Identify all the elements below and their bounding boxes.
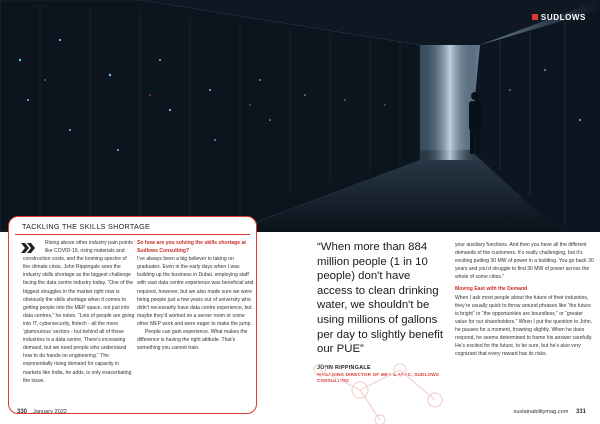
sidebar-box — [8, 216, 257, 414]
body-text: Rising above other industry pain points — [45, 240, 133, 246]
issue-date: January 2022 — [33, 409, 67, 415]
divider — [15, 234, 250, 235]
body-text: I’ve always been a big believer in taking on graduates. Even in the early days when I was building up the business in Dubai, employing staff with vast data centre experience was beneficial and required, however, but we also made sure we were hiring people just a few years out of university who didn’t necessarily have data centre experience, but maybe they’d worked on a server room or some other MEP work and were eager to make the jump. — [137, 256, 254, 327]
footer-right — [513, 409, 586, 415]
sidebar-title: TACKLING THE SKILLS SHORTAGE — [22, 222, 151, 231]
page-number: 330 — [17, 409, 28, 415]
quote-attribution-role: MANAGING DIRECTOR OF MEA & APAC, SUDLOWS CONSULTING — [317, 372, 440, 383]
footer-left — [17, 409, 67, 415]
sidebar-column-1 — [23, 239, 135, 385]
page-number: 331 — [575, 409, 586, 415]
quote-attribution-name: JOHN RIPPINGALE — [317, 365, 371, 371]
interview-question: So how are you solving the skills shortage at Sudlows Consulting? — [137, 240, 246, 255]
body-text: When I ask most people about the future of their industries, they’re usually quick to throw around phrases like “the future is bright” or “the opportunities are boundless,” or “greater value for our shareholders.” When I put the question to John, he pauses for a moment, frowning slightly. When he does respond, he seems determined to frame his answer carefully. He’s excited for the future, to be sure, but he’s also very cognizant that every reward has its risks. — [455, 294, 593, 358]
body-text: like COVID-19, rising materials and — [45, 248, 125, 255]
body-text: People can gain experience. What makes the difference is having the right attitude. That’s something you cannot train. — [137, 329, 248, 352]
brand-logo: SUDLOWS — [532, 13, 586, 22]
network-decoration — [300, 330, 450, 424]
site-url[interactable]: sustainabilitymag.com — [513, 409, 569, 415]
body-text: construction costs, and the looming spectre of the climate crisis, John Rippingale sees the industry skills shortage as the biggest challenge facing the data centre industry today. “One of the biggest struggles in the market right now is obviously the skills shortage when it comes to getting people into the MEP space, not just into data centres,” he notes. “Lots of people are going into IT, cybersecurity, fintech - all the more ‘glamourous’ sectors - but behind all of those industries is a data centre. There’s increasing demand, but we need people who understand how to do hands-on engineering.” The exponentially rising demand for capacity in markets like India, he adds, is only exacerbating the issue. — [23, 256, 135, 384]
body-text: your auxiliary functions. And then you have all the different demands of the customers. It’s really challenging, but it’s exciting putting 30 MW of power in a building. You go back 30 years and you’d struggle to find 30 MW of power across the whole of some cities.” — [455, 242, 594, 281]
article-column-right — [455, 241, 595, 358]
section-heading: Moving East with the Demand — [455, 286, 528, 293]
pull-quote: “When more than 884 million people (1 in 10 people) don't have access to clean drinking water, we shouldn't be using millions of gallons per day to slightly benefit our PUE” — [317, 241, 444, 356]
sidebar-column-2 — [137, 239, 255, 352]
